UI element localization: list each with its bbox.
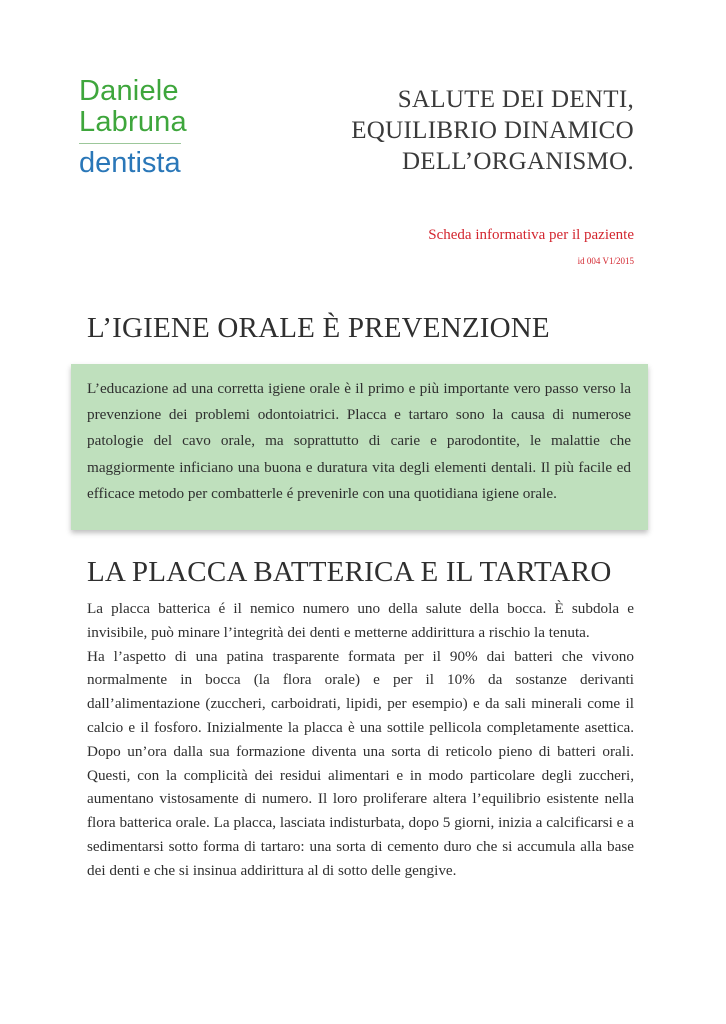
plaque-paragraph-2: Ha l’aspetto di una patina trasparente formata per il 90% dai batteri che vivono normalmente in bocca (la flora orale) e per il 10% da sostanze derivanti dall’alimentazione (zuccheri, carboidrati, lipidi, per esempio) e da sali minerali come il calcio e il fosforo. Inizialmente la placca è una sottile pellicola completamente asettica. Dopo un’ora dalla sua formazione diventa una sorta di reticolo pieno di batteri orali. Questi, con la complicità dei residui alimentari e in modo particolare degli zuccheri, aumentano vistosamente di numero. Il loro proliferare altera l’equilibrio esistente nella flora batterica orale. La placca, lasciata indisturbata, dopo 5 giorni, inizia a calcificarsi e a sedimentarsi sotto forma di tartaro: una sorta di cemento duro che si accumula alla base dei denti e che si insinua addirittura al di sotto delle gengive. — [87, 647, 634, 879]
document-subtitle: Scheda informativa per il paziente — [428, 227, 634, 243]
prevention-text: L’educazione ad una corretta igiene orale è il primo e più importante vero passo verso la prevenzione dei problemi odontoiatrici. Placca e tartaro sono la causa di numerose patologie del cavo orale, ma soprattutto di carie e parodontite, le malattie che maggiormente inficiano una buona e duratura vita degli elementi dentali. Il più facile ed efficace metodo per combatterle é prevenirle con una quotidiana igiene orale. — [87, 380, 631, 502]
section-heading-plaque: LA PLACCA BATTERICA E IL TARTARO — [87, 556, 612, 588]
section-heading-prevention: L’IGIENE ORALE È PREVENZIONE — [87, 312, 550, 344]
logo-name-last: Labruna — [79, 106, 187, 138]
document-title — [351, 84, 634, 177]
logo — [79, 76, 187, 179]
plaque-body — [87, 597, 634, 883]
plaque-paragraph-1: La placca batterica é il nemico numero uno della salute della bocca. È subdola e invisibile, può minare l’integrità dei denti e metterne addirittura a rischio la tenuta. — [87, 600, 634, 641]
logo-name-first: Daniele — [79, 75, 179, 107]
logo-role: dentista — [79, 147, 181, 179]
title-line-3: DELL’ORGANISMO. — [401, 148, 634, 175]
title-line-2: EQUILIBRIO DINAMICO — [351, 117, 634, 144]
title-line-1: SALUTE DEI DENTI, — [397, 86, 634, 113]
highlight-box — [71, 364, 648, 530]
document-id: id 004 V1/2015 — [577, 256, 634, 266]
logo-divider — [79, 143, 181, 144]
